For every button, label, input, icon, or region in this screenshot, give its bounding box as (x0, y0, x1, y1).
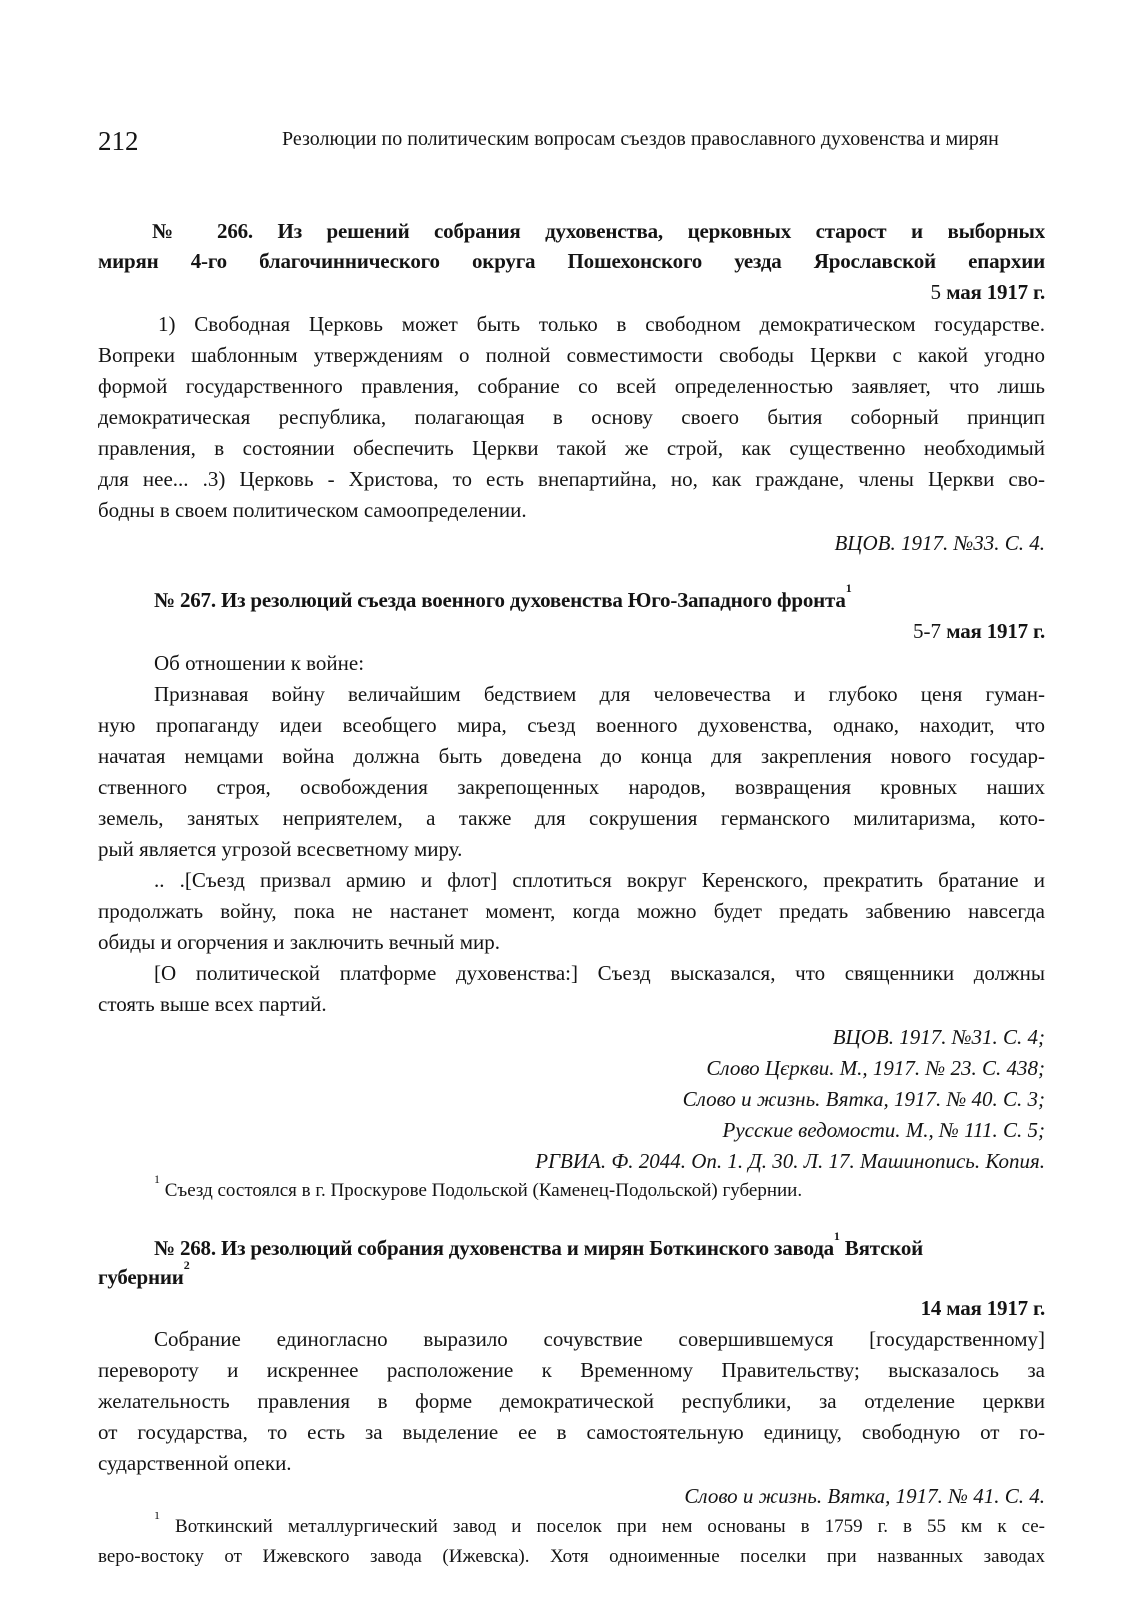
doc-268-date: 14 мая 1917 г. (920, 1296, 1045, 1320)
doc-268-line: перевороту и искреннее расположение к Временному Правительству; высказалось за (98, 1358, 1045, 1382)
doc-268-line: Собрание единогласно выразило сочувствие совершившемуся [государственному] (154, 1327, 1045, 1351)
doc-266-line: демократическая республика, полагающая в основу своего бытия соборный принцип (98, 405, 1045, 429)
doc-267-source: Слово и жизнь. Вятка, 1917. № 40. С. 3; (682, 1087, 1045, 1111)
running-title: Резолюции по политическим вопросам съездов православного духовенства и мирян (282, 128, 999, 150)
doc-267-line: продолжать войну, пока не настанет момент, когда можно будет предать забвению навсегда (98, 899, 1045, 923)
doc-267-title: № 267. Из резолюций съезда военного духовенства Юго-Западного фронта$^1$ (154, 581, 852, 612)
doc-267-line: Признавая войну величайшим бедствием для человечества и глубоко ценя гуман- (154, 682, 1045, 706)
doc-266-source: ВЦОВ. 1917. №33. С. 4. (834, 531, 1045, 555)
doc-267-source: Слово Цєркви. М., 1917. № 23. С. 438; (706, 1056, 1045, 1080)
doc-266-line: для нее... .3) Церковь - Христова, то есть внепартийна, но, как граждане, члены Церкви сво- (98, 467, 1045, 491)
doc-266-title-line1: № 266. Из решений собрания духовенства, церковных старост и выборных (152, 219, 1045, 243)
doc-267-line: обиды и огорчения и заключить вечный мир. (98, 930, 501, 954)
doc-267-source: РГВИА. Ф. 2044. Оп. 1. Д. 30. Л. 17. Машинопись. Копия. (535, 1149, 1045, 1173)
doc-267-source: Русские ведомости. М., № 111. С. 5; (722, 1118, 1045, 1142)
footnote-ref: 1 (845, 581, 852, 595)
doc-267-line: ную пропаганду идеи всеобщего мира, съезд военного духовенства, однако, находит, что (98, 713, 1045, 737)
doc-266-line: Вопреки шаблонным утверждениям о полной совместимости свободы Церкви с какой угодно (98, 343, 1045, 367)
doc-268-footnote-line: $^1$ Воткинский металлургический завод и поселок при нем основаны в 1759 г. в 55 км к се- (154, 1512, 1045, 1537)
doc-268-title-line1: № 268. Из резолюций собрания духовенства и мирян Боткинского завода$^1$ Вятской (154, 1229, 924, 1260)
doc-268-source: Слово и жизнь. Вятка, 1917. № 41. С. 4. (684, 1484, 1045, 1508)
doc-266-title-line2: мирян 4-го благочиннического округа Пошехонского уезда Ярославской епархии (98, 249, 1045, 273)
doc-266-line: правления, в состоянии обеспечить Церкви такой же строй, как существенно необходимый (98, 436, 1045, 460)
doc-266-date: 5 мая 1917 г. (930, 280, 1045, 304)
doc-267-line: начатая немцами война должна быть доведена до конца для закрепления нового государ- (98, 744, 1045, 768)
doc-268-title-line2: губернии$^2$ (98, 1258, 190, 1289)
doc-267-source: ВЦОВ. 1917. №31. С. 4; (832, 1025, 1045, 1049)
doc-267-line: [О политической платформе духовенства:] Съезд высказался, что священники должны (154, 961, 1045, 985)
footnote-ref: 1 (833, 1229, 840, 1243)
doc-267-line: земель, занятых неприятелем, а также для сокрушения германского милитаризма, кото- (98, 806, 1045, 830)
doc-267-line: рый является угрозой всесветному миру. (98, 837, 463, 861)
doc-268-footnote-line: веро-востоку от Ижевского завода (Ижевска). Хотя одноименные поселки при названных заводах (98, 1546, 1045, 1567)
doc-267-line: ственного строя, освобождения закрепощенных народов, возвращения кровных наших (98, 775, 1045, 799)
doc-268-line: от государства, то есть за выделение ее в самостоятельную единицу, свободную от го- (98, 1420, 1045, 1444)
doc-266-line: бодны в своем политическом самоопределении. (98, 498, 527, 522)
doc-268-line: сударственной опеки. (98, 1451, 292, 1475)
doc-267-subheading: Об отношении к войне: (154, 651, 365, 675)
doc-267-line: стоять выше всех партий. (98, 992, 327, 1016)
footnote-ref: 2 (183, 1258, 190, 1272)
page-number: 212 (98, 126, 139, 156)
doc-266-line: формой государственного правления, собрание со всей определенностью заявляет, что лишь (98, 374, 1045, 398)
doc-267-date: 5-7 мая 1917 г. (913, 619, 1045, 643)
doc-267-footnote: $^1$ Съезд состоялся в г. Проскурове Подольской (Каменец-Подольской) губернии. (154, 1172, 803, 1201)
doc-267-line: .. .[Съезд призвал армию и флот] сплотиться вокруг Керенского, прекратить братание и (154, 868, 1045, 892)
doc-266-line: 1) Свободная Церковь может быть только в свободном демократическом государстве. (158, 312, 1045, 336)
doc-268-line: желательность правления в форме демократической республики, за отделение церкви (98, 1389, 1045, 1413)
